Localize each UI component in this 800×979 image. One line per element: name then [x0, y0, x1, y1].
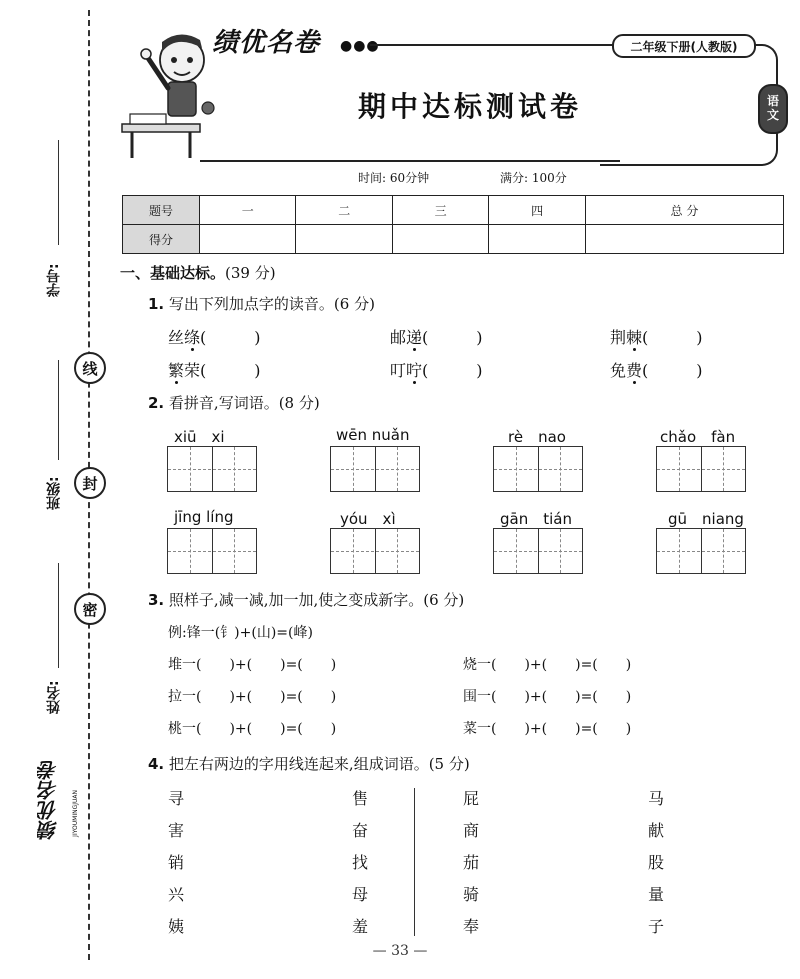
class-label: 班级: [46, 476, 62, 510]
writing-grid[interactable] [656, 528, 746, 574]
match-char[interactable]: 寻 [168, 789, 185, 808]
pinyin-label: chǎo fàn [660, 428, 736, 446]
q3-row: 桃一( )+( )=( ) [168, 721, 337, 737]
score-input-cell[interactable] [585, 225, 783, 254]
match-char[interactable]: 害 [168, 821, 185, 840]
full-score-info: 满分: 100分 [500, 171, 567, 185]
seal-feng: 封 [74, 467, 106, 499]
emphasis-dot [413, 381, 416, 384]
question-3 [148, 589, 464, 610]
match-char[interactable]: 商 [463, 821, 480, 840]
pinyin-label: wēn nuǎn [336, 426, 410, 444]
section-heading [120, 262, 276, 283]
q3-row: 围一( )+( )=( ) [463, 689, 632, 705]
time-info: 时间: 60分钟 [358, 171, 430, 185]
page-number: — 33 — [372, 943, 428, 959]
question-4-text: 把左右两边的字用线连起来,组成词语。(5 分) [168, 755, 470, 773]
score-input-cell[interactable] [296, 225, 392, 254]
match-char[interactable]: 子 [648, 917, 665, 936]
question-4-number: 4. [148, 755, 165, 773]
score-table-cell: 一 [200, 196, 296, 225]
match-char[interactable]: 奋 [352, 821, 369, 840]
writing-grid[interactable] [493, 446, 583, 492]
score-table-cell: 总 分 [585, 196, 783, 225]
writing-grid[interactable] [493, 528, 583, 574]
section-title: 一、基础达标。 [120, 264, 226, 282]
subject-char-1: 语 [766, 94, 779, 109]
match-column-divider [414, 788, 415, 936]
name-line [58, 563, 59, 668]
emphasis-dot [413, 348, 416, 351]
subject-badge [758, 84, 788, 134]
match-char[interactable]: 售 [352, 789, 369, 808]
match-char[interactable]: 销 [168, 853, 185, 872]
score-input-cell[interactable] [489, 225, 585, 254]
writing-grid[interactable] [330, 446, 420, 492]
emphasis-dot [191, 348, 194, 351]
pinyin-label: gān tián [500, 510, 572, 528]
question-1 [148, 293, 375, 314]
match-char[interactable]: 献 [648, 821, 665, 840]
score-table-cell: 四 [489, 196, 585, 225]
score-table [122, 195, 784, 254]
question-1-number: 1. [148, 295, 165, 313]
emphasis-dot [175, 381, 178, 384]
question-2 [148, 392, 320, 413]
writing-grid[interactable] [330, 528, 420, 574]
student-id-line [58, 140, 59, 245]
emphasis-dot [633, 348, 636, 351]
sidebar-logo-pinyin: JIYOUMINGJUAN [72, 790, 79, 837]
question-2-number: 2. [148, 394, 165, 412]
score-table-cell: 题号 [123, 196, 200, 225]
sidebar-logo: 绩优名卷 [37, 760, 61, 840]
q1-item: 叮咛( ) [390, 361, 483, 380]
header-frame-bottom [200, 160, 620, 162]
match-char[interactable]: 量 [648, 885, 665, 904]
match-char[interactable]: 马 [648, 789, 665, 808]
score-table-score-row [123, 225, 784, 254]
match-char[interactable]: 股 [648, 853, 665, 872]
writing-grid[interactable] [167, 528, 257, 574]
q3-row: 堆一( )+( )=( ) [168, 657, 337, 673]
question-2-text: 看拼音,写词语。(8 分) [168, 394, 320, 412]
class-line [58, 360, 59, 460]
q1-item: 荆棘( ) [610, 328, 703, 347]
writing-grid[interactable] [656, 446, 746, 492]
match-char[interactable]: 羞 [352, 917, 369, 936]
match-char[interactable]: 母 [352, 885, 369, 904]
q3-row: 拉一( )+( )=( ) [168, 689, 337, 705]
pinyin-label: rè nao [508, 428, 566, 446]
seal-xian: 线 [74, 352, 106, 384]
q1-item: 邮递( ) [390, 328, 483, 347]
student-mascot-illustration [118, 28, 218, 160]
header-rule [370, 44, 610, 46]
q1-item: 丝绦( ) [168, 328, 261, 347]
question-3-number: 3. [148, 591, 165, 609]
seal-mi: 密 [74, 593, 106, 625]
match-char[interactable]: 茄 [463, 853, 480, 872]
pinyin-label: gū niang [668, 510, 744, 528]
match-char[interactable]: 骑 [463, 885, 480, 904]
q1-item: 免费( ) [610, 361, 703, 380]
score-table-cell: 得分 [123, 225, 200, 254]
q3-example: 例:锋一(钅)+(山)=(峰) [168, 625, 313, 641]
subject-char-2: 文 [766, 108, 779, 122]
header-logo: 绩优名卷 [212, 28, 321, 58]
writing-grid[interactable] [167, 446, 257, 492]
pinyin-label: jīng líng [174, 508, 234, 526]
score-input-cell[interactable] [392, 225, 488, 254]
match-char[interactable]: 找 [352, 853, 369, 872]
score-input-cell[interactable] [200, 225, 296, 254]
score-table-cell: 二 [296, 196, 392, 225]
emphasis-dot [633, 381, 636, 384]
pinyin-label: xiū xi [174, 428, 225, 446]
q3-row: 菜一( )+( )=( ) [463, 721, 632, 737]
student-id-label: 学号: [46, 263, 62, 297]
match-char[interactable]: 奉 [463, 917, 480, 936]
score-table-header-row [123, 196, 784, 225]
pinyin-label: yóu xì [340, 510, 396, 528]
match-char[interactable]: 屁 [463, 789, 480, 808]
q3-row: 烧一( )+( )=( ) [463, 657, 632, 673]
question-4 [148, 753, 470, 774]
score-table-cell: 三 [392, 196, 488, 225]
question-3-text: 照样子,减一减,加一加,使之变成新字。(6 分) [168, 591, 465, 609]
match-char[interactable]: 姨 [168, 917, 185, 936]
name-label: 姓名: [46, 680, 62, 714]
match-char[interactable]: 兴 [168, 885, 185, 904]
grade-badge: 二年级下册(人教版) [612, 34, 756, 58]
page-title: 期中达标测试卷 [357, 90, 582, 123]
section-score: (39 分) [225, 264, 276, 282]
header-dots: ●●● [340, 38, 380, 54]
question-1-text: 写出下列加点字的读音。(6 分) [168, 295, 375, 313]
q1-item: 繁荣( ) [168, 361, 261, 380]
